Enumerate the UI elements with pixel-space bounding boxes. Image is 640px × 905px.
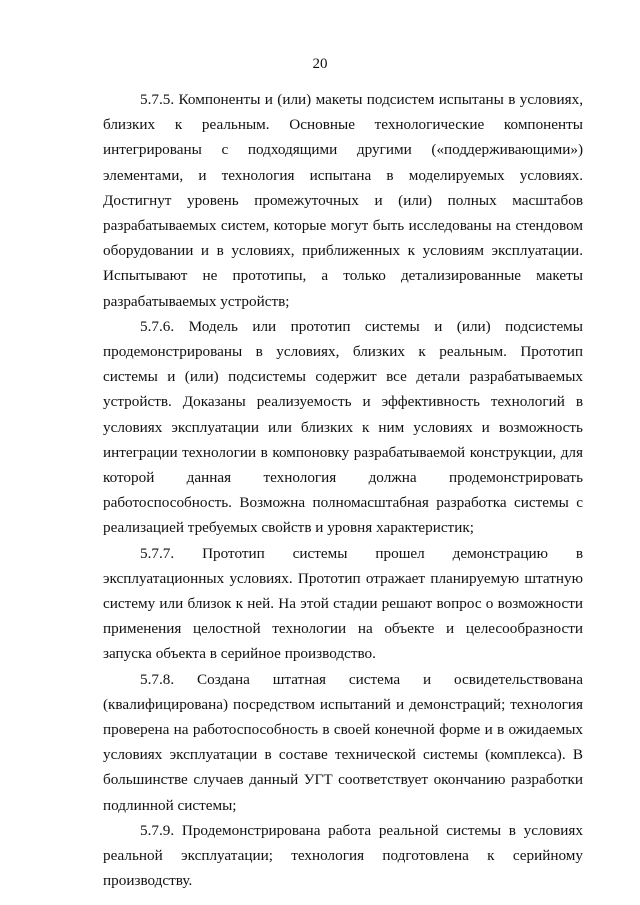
paragraph-5-7-9: 5.7.9. Продемонстрирована работа реальной системы в условиях реальной эксплуатации; технология подготовлена к серийному производству. bbox=[103, 821, 583, 890]
paragraph-5-7-5: 5.7.5. Компоненты и (или) макеты подсистем испытаны в условиях, близких к реальным. Основные технологические компоненты интегрированы с подходящими другими («поддерживающими») элементами, и технология испытана в моделируемых условиях. Достигнут уровень промежуточных и (или) полных масштабов разрабатываемых систем, которые могут быть исследованы на стендовом оборудовании и в условиях, приближенных к условиям эксплуатации. Испытывают не прототипы, а только детализированные макеты разрабатываемых устройств; bbox=[103, 91, 583, 310]
document-body bbox=[103, 87, 583, 894]
paragraph-5-7-8: 5.7.8. Создана штатная система и освидетельствована (квалифицирована) посредством испытаний и демонстраций; технология проверена на работоспособность в своей конечной форме и в ожидаемых условиях эксплуатации в составе технической системы (комплекса). В большинстве случаев данный УГТ соответствует окончанию разработки подлинной системы; bbox=[103, 670, 583, 814]
paragraph-5-7-6: 5.7.6. Модель или прототип системы и (или) подсистемы продемонстрированы в условиях, близких к реальным. Прототип системы и (или) подсистемы содержит все детали разрабатываемых устройств. Доказаны реализуемость и эффективность технологий в условиях эксплуатации или близких к ним условиях и возможность интеграции технологии в компоновку разрабатываемой конструкции, для которой данная технология должна продемонстрировать работоспособность. Возможна полномасштабная разработка системы с реализацией требуемых свойств и уровня характеристик; bbox=[103, 317, 583, 537]
paragraph-5-7-7: 5.7.7. Прототип системы прошел демонстрацию в эксплуатационных условиях. Прототип отражает планируемую штатную систему или близок к ней. На этой стадии решают вопрос о возможности применения целостной технологии на объекте и целесообразности запуска объекта в серийное производство. bbox=[103, 544, 583, 663]
page-number: 20 bbox=[312, 56, 328, 72]
